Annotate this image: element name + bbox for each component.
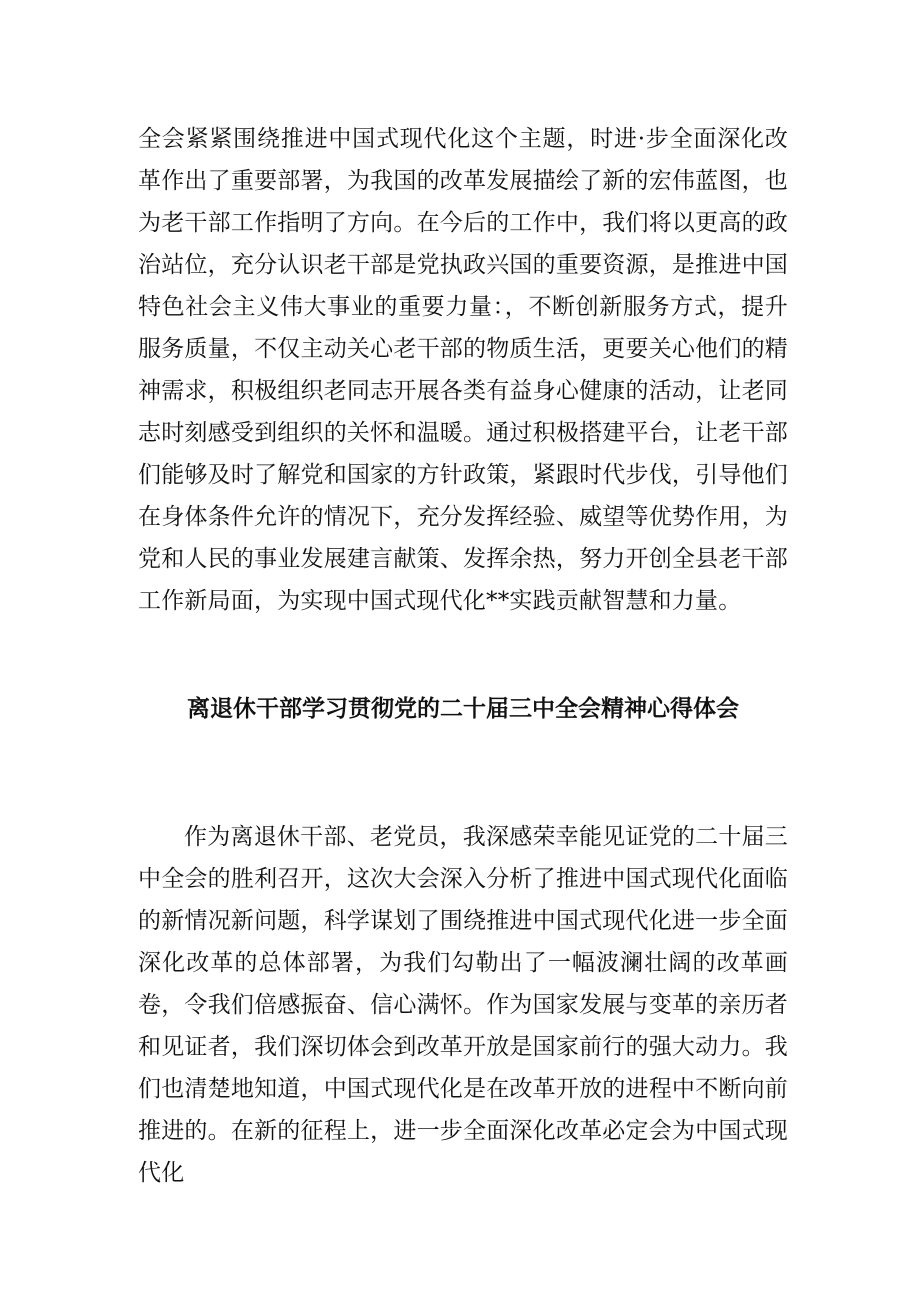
body-paragraph-2: 作为离退休干部、老党员，我深感荣幸能见证党的二十届三中全会的胜利召开，这次大会深入分析了推进中国式现代化面临的新情况新问题，科学谋划了围绕推进中国式现代化进一步全面深化改革的总体部署，为我们勾勒出了一幅波澜壮阔的改革画卷，令我们倍感振奋、信心满怀。作为国家发展与变革的亲历者和见证者，我们深切体会到改革开放是国家前行的强大动力。我们也清楚地知道，中国式现代化是在改革开放的进程中不断向前推进的。在新的征程上，进一步全面深化改革必定会为中国式现代化 (138, 824, 788, 1186)
body-paragraph-1: 全会紧紧围绕推进中国式现代化这个主题，时进·步全面深化改革作出了重要部署，为我国的改革发展描绘了新的宏伟蓝图，也为老干部工作指明了方向。在今后的工作中，我们将以更高的政治站位，充分认识老干部是党执政兴国的重要资源，是推进中国特色社会主义伟大事业的重要力量：，不断创新服务方式，提升服务质量，不仅主动关心老干部的物质生活，更要关心他们的精神需求，积极组织老同志开展各类有益身心健康的活动，让老同志时刻感受到组织的关怀和温暖。通过积极搭建平台，让老干部们能够及时了解党和国家的方针政策，紧跟时代步伐，引导他们在身体条件允许的情况下，充分发挥经验、威望等优势作用，为党和人民的事业发展建言献策、发挥余热，努力开创全县老干部工作新局面，为实现中国式现代化**实践贡献智慧和力量。 (138, 126, 788, 614)
section-title: 离退休干部学习贯彻党的二十届三中全会精神心得体会 (187, 696, 739, 722)
